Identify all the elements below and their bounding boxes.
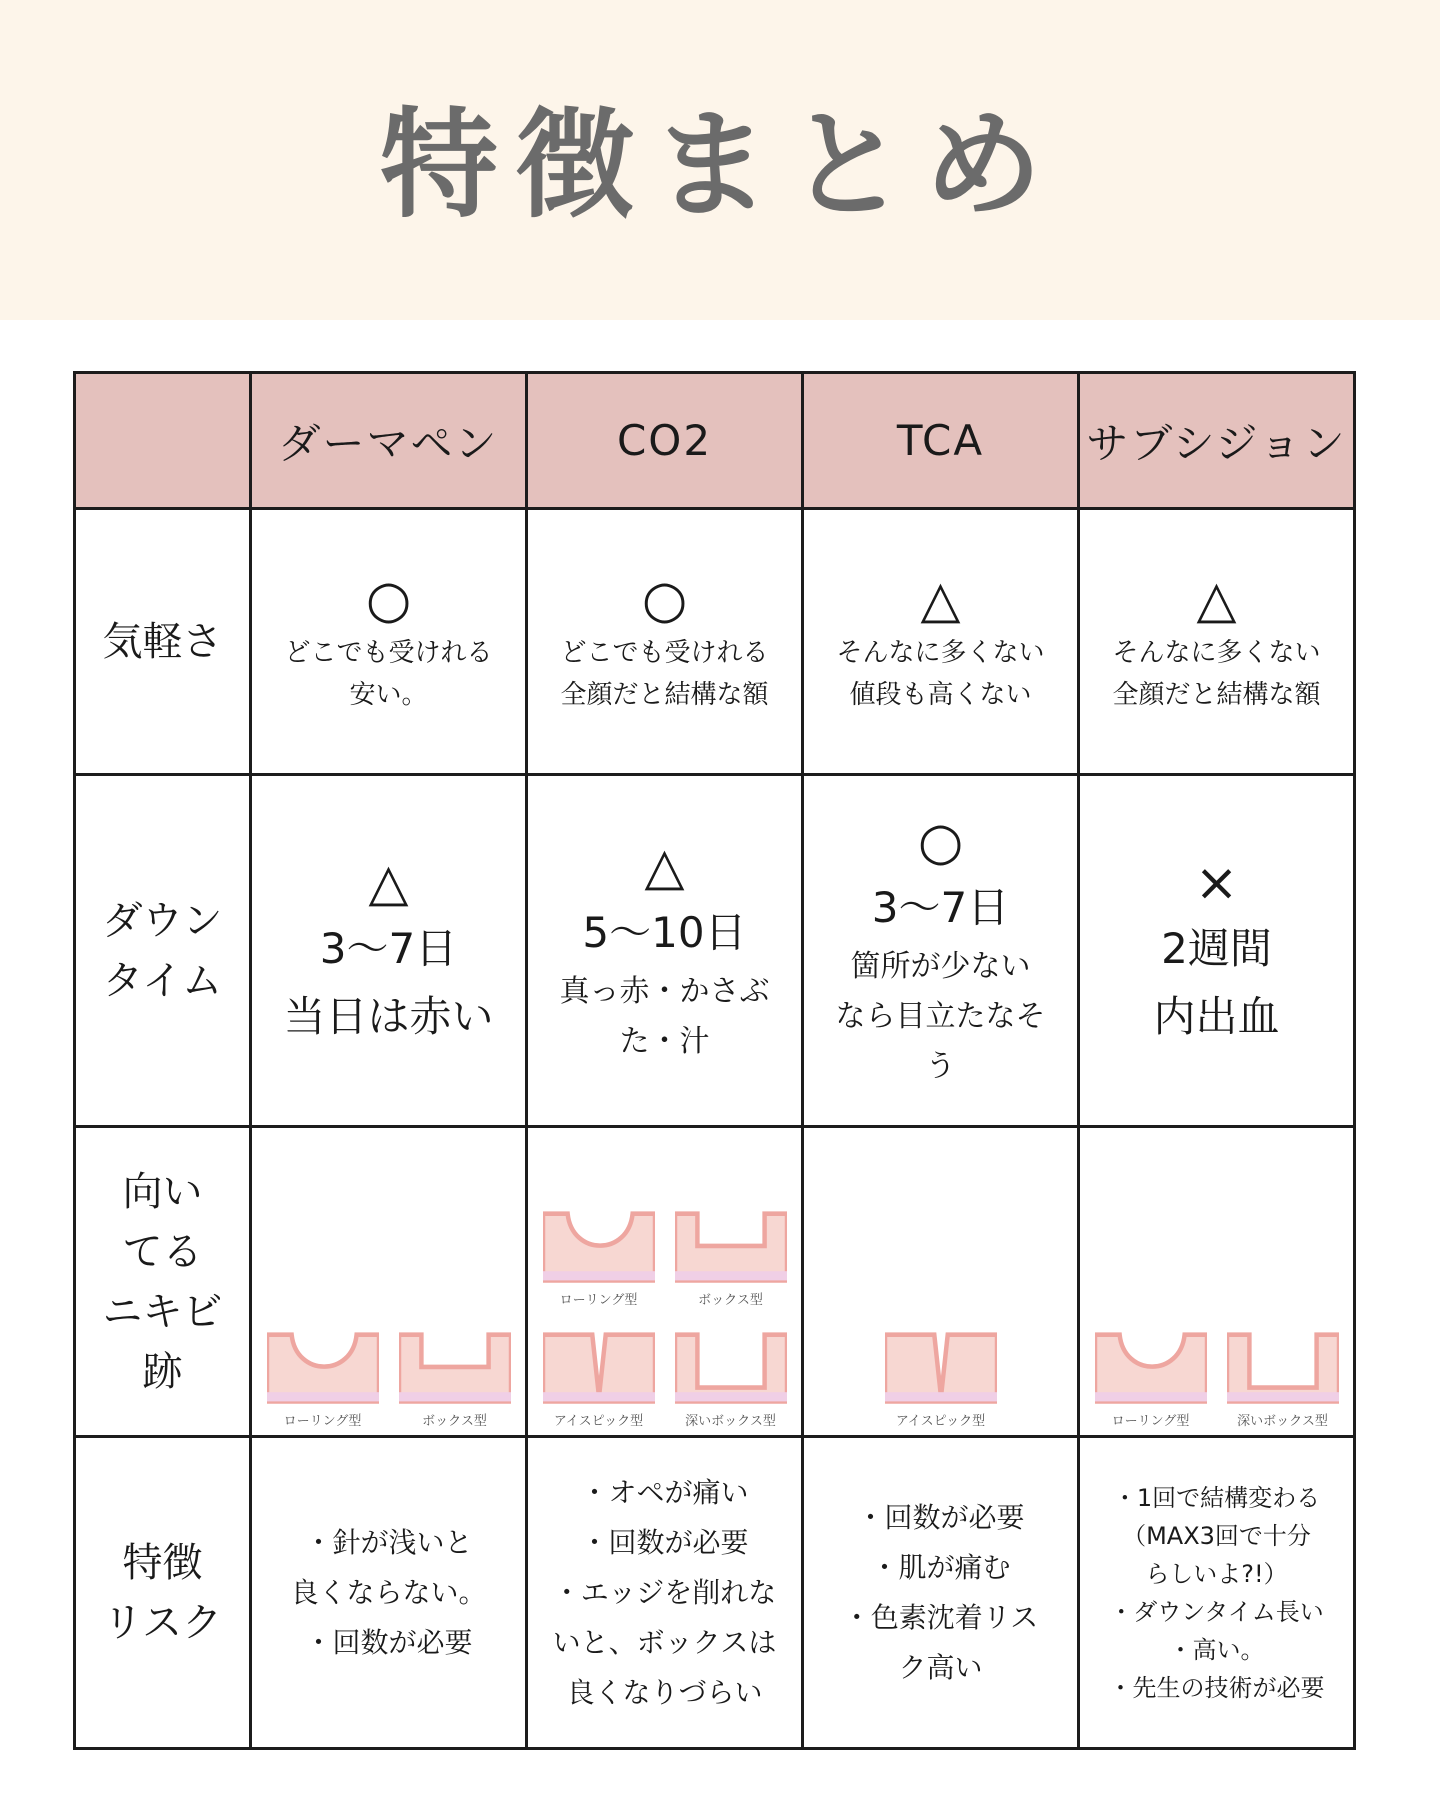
rating-mark: × [1194, 852, 1239, 913]
risk-cell: ・1回で結構変わる （MAX3回で十分 らしいよ?!） ・ダウンタイム長い ・高い。 ・先生の技術が必要 [1079, 1437, 1355, 1749]
skin-cross-section [543, 1193, 655, 1285]
risk-cell: ・針が浅いと 良くならない。 ・回数が必要 [251, 1437, 527, 1749]
row-header-downtime: ダウン タイム [75, 775, 251, 1127]
rating-mark: △ [644, 836, 685, 897]
scar-type-label: ローリング型 [1111, 1414, 1190, 1429]
ease-cell: △ そんなに多くない 値段も高くない [803, 509, 1079, 775]
scar-cell [251, 1127, 527, 1437]
scar-type-label: 深いボックス型 [685, 1414, 776, 1429]
scar-type-label: ボックス型 [698, 1293, 763, 1308]
skin-cross-section [267, 1314, 379, 1406]
header-banner [0, 0, 1440, 320]
risk-cell: ・オペが痛い ・回数が必要 ・エッジを削れな いと、ボックスは 良くなりづらい [527, 1437, 803, 1749]
scar-cell [1079, 1127, 1355, 1437]
table-row-scar-types [75, 1127, 1355, 1437]
column-header-tca: TCA [803, 373, 1079, 509]
scar-illustration [1095, 1314, 1207, 1429]
rating-mark: △ [368, 852, 409, 913]
comparison-table [73, 371, 1356, 1750]
table-header-row [75, 373, 1355, 509]
scar-illustration [675, 1193, 787, 1308]
scar-type-label: ローリング型 [559, 1293, 638, 1308]
row-header-scar-types: 向い てる ニキビ 跡 [75, 1127, 251, 1437]
downtime-cell: △ 5〜10日 真っ赤・かさぶ た・汁 [527, 775, 803, 1127]
table-row-downtime [75, 775, 1355, 1127]
scar-type-label: ローリング型 [283, 1414, 362, 1429]
scar-cell [803, 1127, 1079, 1437]
scar-type-label: 深いボックス型 [1237, 1414, 1328, 1429]
page-title: 特徴まとめ [379, 95, 1060, 234]
row-header-ease: 気軽さ [75, 509, 251, 775]
scar-illustration [543, 1314, 655, 1429]
scar-type-label: アイスピック型 [895, 1414, 986, 1429]
downtime-cell: △ 3〜7日 当日は赤い [251, 775, 527, 1127]
scar-illustrations [804, 1314, 1077, 1429]
scar-illustration [543, 1193, 655, 1308]
downtime-cell: × 2週間 内出血 [1079, 775, 1355, 1127]
ease-cell: ○ どこでも受けれる 全顔だと結構な額 [527, 509, 803, 775]
rating-mark: ○ [917, 811, 964, 872]
scar-illustrations [528, 1193, 801, 1429]
scar-illustration [675, 1314, 787, 1429]
scar-illustration [1227, 1314, 1339, 1429]
column-header-subcision: サブシジョン [1079, 373, 1355, 509]
skin-cross-section [1095, 1314, 1207, 1406]
skin-cross-section [1227, 1314, 1339, 1406]
table-row-ease [75, 509, 1355, 775]
risk-cell: ・回数が必要 ・肌が痛む ・色素沈着リス ク高い [803, 1437, 1079, 1749]
scar-illustrations [1080, 1314, 1353, 1429]
row-header-risk: 特徴 リスク [75, 1437, 251, 1749]
column-header-dermapen: ダーマペン [251, 373, 527, 509]
rating-mark: ○ [365, 569, 412, 630]
skin-cross-section [675, 1193, 787, 1285]
scar-illustration [885, 1314, 997, 1429]
table-row-risk [75, 1437, 1355, 1749]
scar-illustration [267, 1314, 379, 1429]
scar-type-label: アイスピック型 [553, 1414, 644, 1429]
rating-mark: ○ [641, 569, 688, 630]
ease-cell: ○ どこでも受けれる 安い。 [251, 509, 527, 775]
skin-cross-section [399, 1314, 511, 1406]
rating-mark: △ [1196, 569, 1237, 630]
corner-cell [75, 373, 251, 509]
skin-cross-section [543, 1314, 655, 1406]
column-header-co2: CO2 [527, 373, 803, 509]
scar-type-label: ボックス型 [422, 1414, 487, 1429]
ease-cell: △ そんなに多くない 全顔だと結構な額 [1079, 509, 1355, 775]
scar-illustrations [252, 1314, 525, 1429]
scar-illustration [399, 1314, 511, 1429]
rating-mark: △ [920, 569, 961, 630]
scar-cell [527, 1127, 803, 1437]
skin-cross-section [675, 1314, 787, 1406]
downtime-cell: ○ 3〜7日 箇所が少ない なら目立たなそ う [803, 775, 1079, 1127]
skin-cross-section [885, 1314, 997, 1406]
